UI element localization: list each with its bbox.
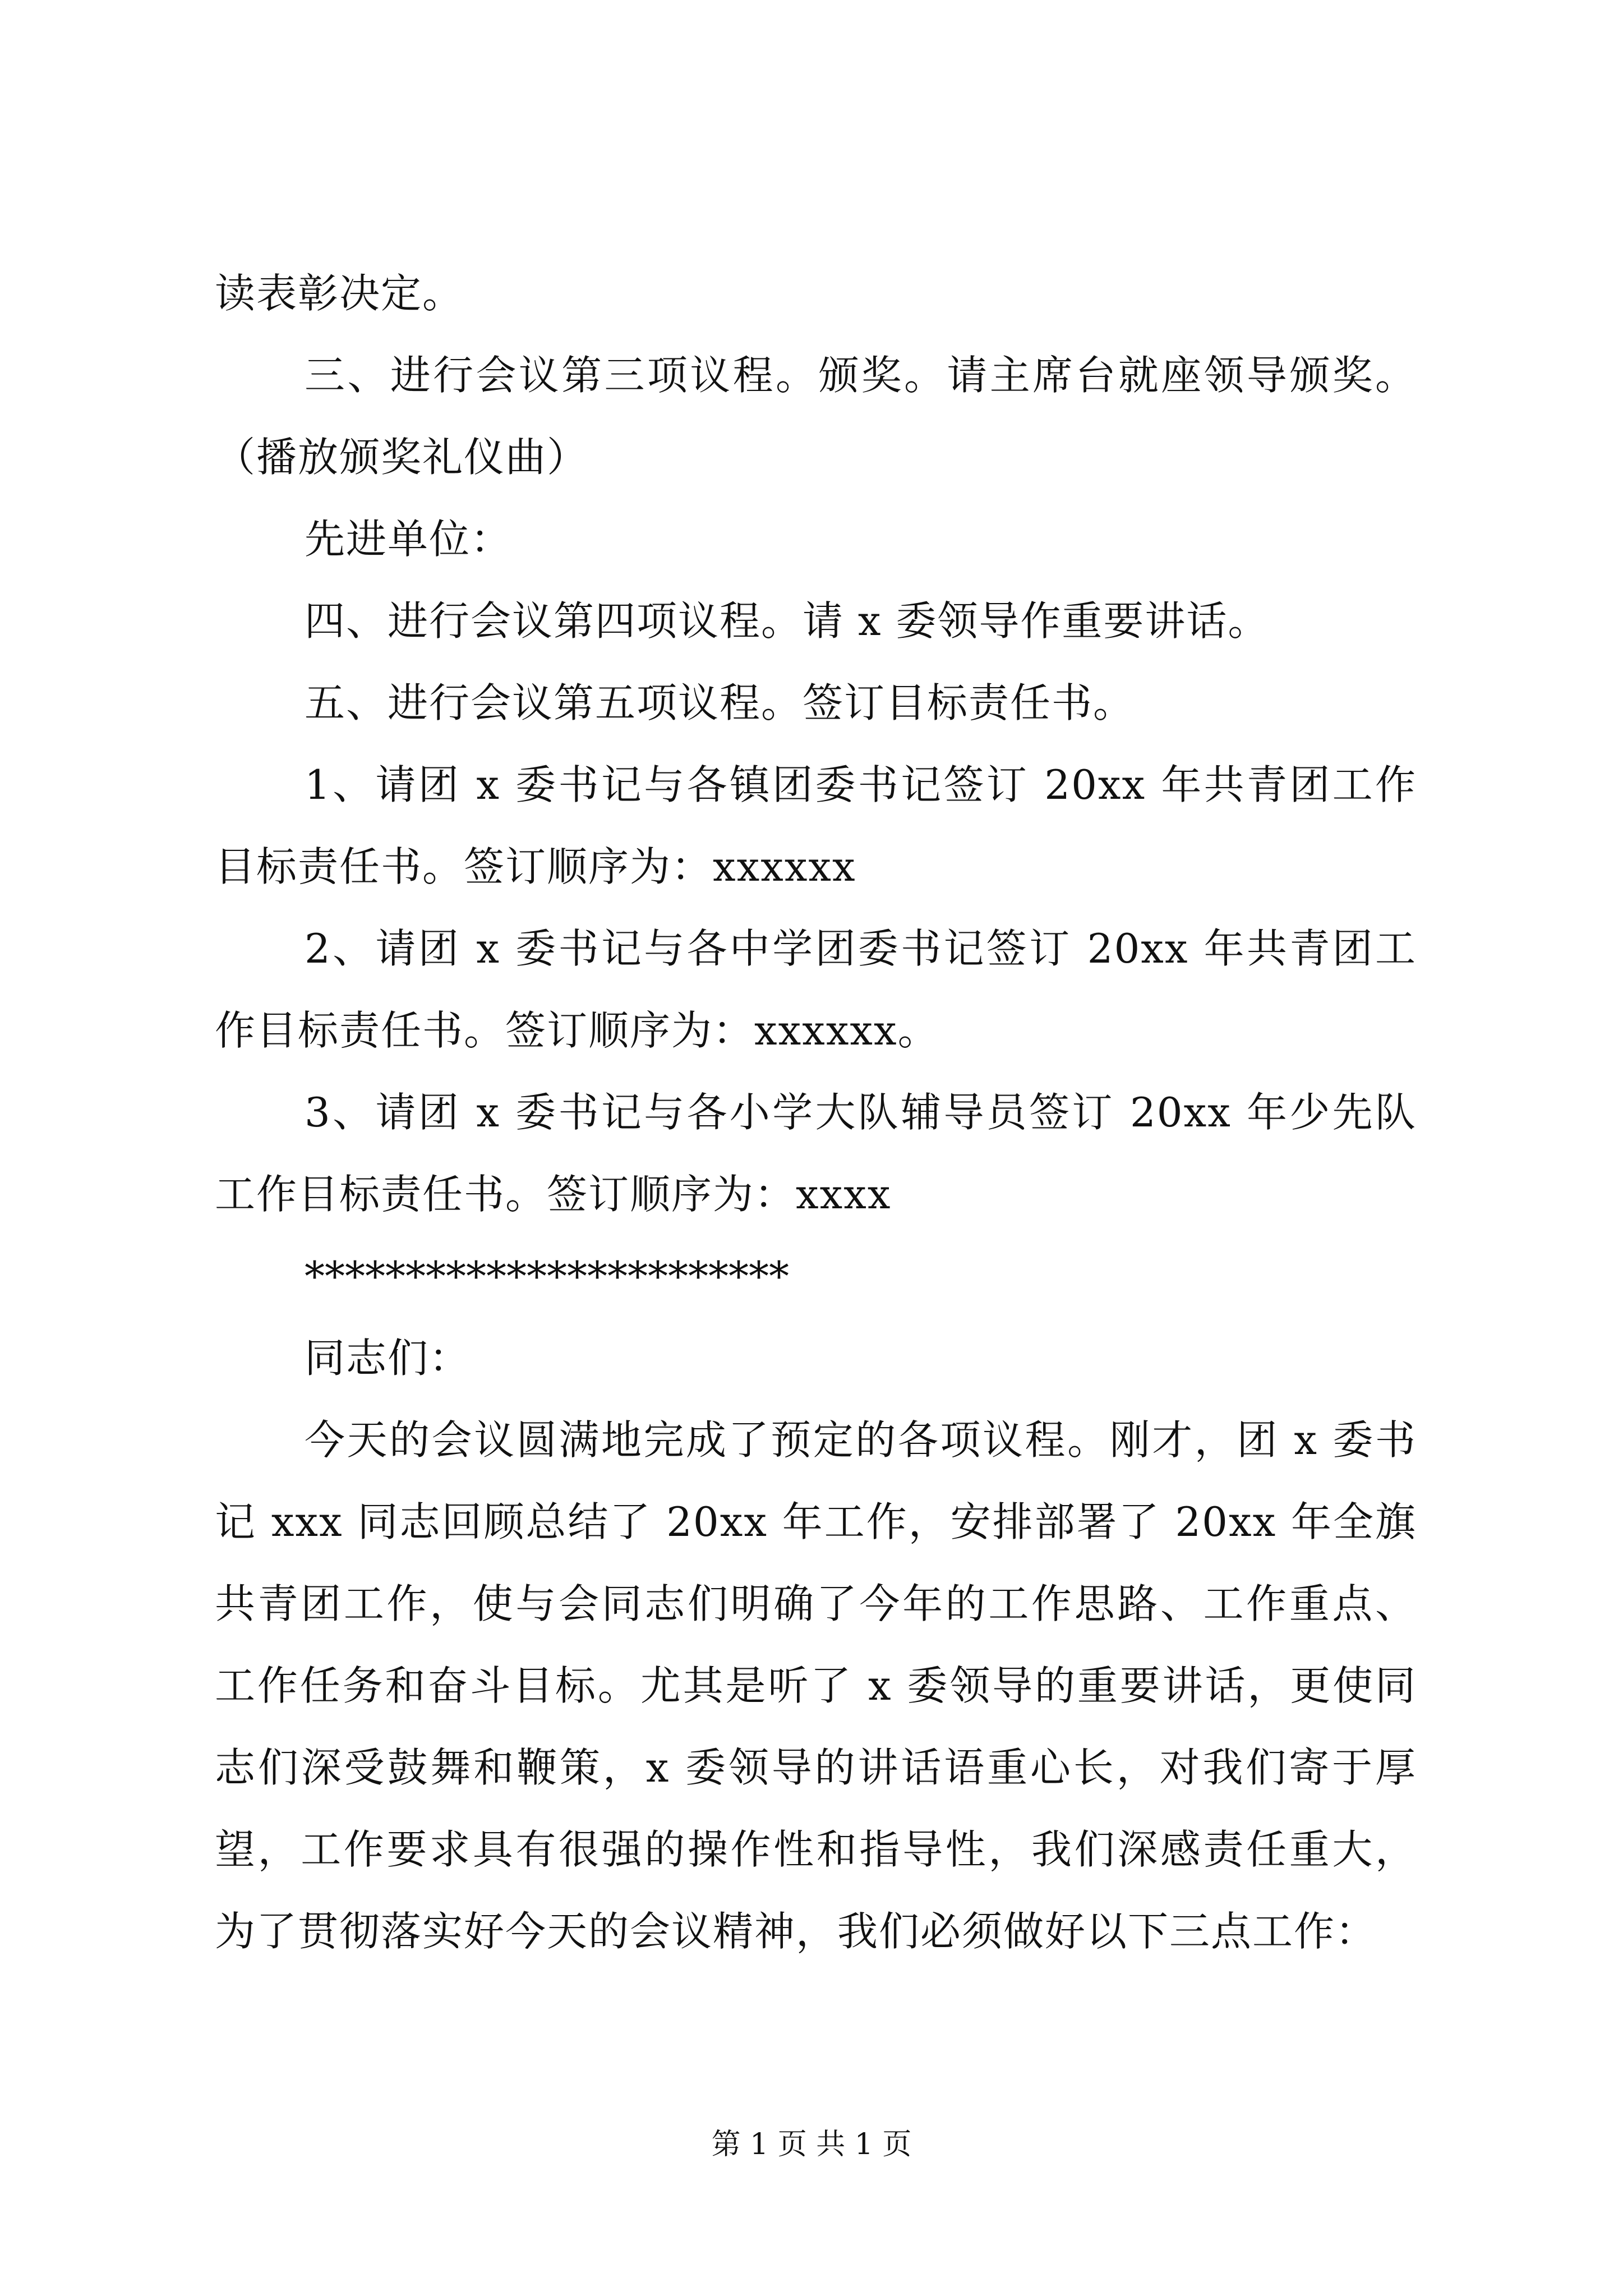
paragraph-signing-2: 2、请团 x 委书记与各中学团委书记签订 20xx 年共青团工作目标责任书。签订顺序为：xxxxxx。 [215,925,1417,1054]
document-body [215,252,1417,1972]
paragraph-salutation: 同志们： [305,1335,471,1382]
paragraph-closing-speech: 今天的会议圆满地完成了预定的各项议程。刚才，团 x 委书记 xxx 同志回顾总结了 20xx 年工作，安排部署了 20xx 年全旗共青团工作，使与会同志们明确了今年的工作思路、工作重点、工作任务和奋斗目标。尤其是听了 x 委领导的重要讲话，更使同志们深受鼓舞和鞭策，x 委领导的讲话语重心长，对我们寄于厚望，工作要求具有很强的操作性和指导性，我们深感责任重大，为了贯彻落实好今天的会议精神，我们必须做好以下三点工作： [215,1416,1417,1955]
paragraph-signing-3: 3、请团 x 委书记与各小学大队辅导员签订 20xx 年少先队工作目标责任书。签订顺序为：xxxx [215,1089,1417,1218]
page-footer: 第 1 页 共 1 页 [711,2128,912,2161]
paragraph-continuation: 读表彰决定。 [215,270,464,317]
paragraph-advanced-units: 先进单位： [305,516,513,563]
paragraph-agenda-item-3: 三、进行会议第三项议程。颁奖。请主席台就座领导颁奖。（播放颁奖礼仪曲） [215,352,1417,481]
section-divider: ************************ [305,1253,789,1300]
paragraph-agenda-item-4: 四、进行会议第四项议程。请 x 委领导作重要讲话。 [305,597,1270,645]
paragraph-signing-1: 1、请团 x 委书记与各镇团委书记签订 20xx 年共青团工作目标责任书。签订顺序为：xxxxxx [215,761,1417,890]
paragraph-agenda-item-5: 五、进行会议第五项议程。签订目标责任书。 [305,679,1135,726]
